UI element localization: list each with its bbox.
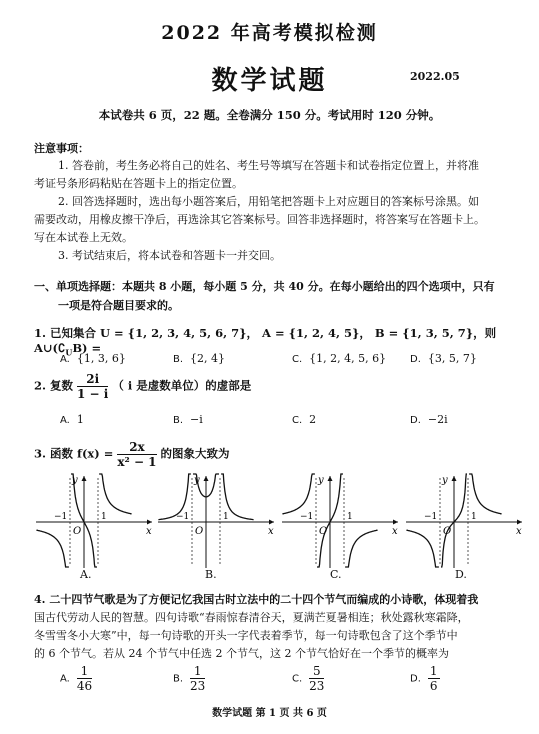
x-axis-label: x <box>268 526 274 537</box>
pos-one-tick-label: 1 <box>223 512 229 522</box>
x-axis-arrow <box>393 520 398 525</box>
option-text: 2 <box>309 413 317 426</box>
fraction-denominator: 46 <box>76 679 93 693</box>
note-3: 3. 考试结束后，将本试卷和答题卡一并交回。 <box>58 249 281 262</box>
option-fraction <box>77 664 92 693</box>
complement-subscript: U <box>65 347 73 358</box>
option-text: {1, 3, 6} <box>76 352 126 365</box>
question-4-line-3: 冬雪雪冬小大寒”中，每一句诗歌的开头一字代表着季节，每一句诗歌包含了这个季节中 <box>34 629 458 642</box>
subject-title: 数学试题 <box>211 66 328 96</box>
q4-option-c <box>292 664 324 693</box>
pos-one-tick-label: 1 <box>101 512 107 522</box>
q4-option-b <box>173 664 205 693</box>
q1-option-a <box>60 352 126 365</box>
pos-one-tick-label: 1 <box>347 512 353 522</box>
pos-one-tick-label: 1 <box>471 512 477 522</box>
origin-label: O <box>443 526 452 537</box>
exam-title: 2022 年高考模拟检测 <box>161 22 378 44</box>
option-letter: B. <box>173 354 184 365</box>
q1-option-d <box>410 352 477 365</box>
question-3-prefix: 3. 函数 f(x) = <box>34 446 114 461</box>
option-letter: B. <box>173 415 184 426</box>
x-axis-arrow <box>147 520 152 525</box>
option-text: −i <box>190 413 203 426</box>
notes-heading: 注意事项： <box>34 142 89 155</box>
option-fraction <box>190 664 205 693</box>
y-axis-label: y <box>442 475 448 486</box>
option-text: −2i <box>427 413 448 426</box>
q2-option-b <box>173 413 203 426</box>
graph-option-b <box>156 470 278 570</box>
y-axis-label: y <box>318 475 324 486</box>
function-curve <box>282 474 315 514</box>
graph-option-d <box>404 470 526 570</box>
note-1-line-2: 考证号条形码粘贴在答题卡上的指定位置。 <box>34 177 243 190</box>
y-axis-label: y <box>72 475 78 486</box>
graph-label-c: C. <box>330 568 342 581</box>
fraction-denominator: 23 <box>190 679 206 693</box>
fraction-numerator: 2i <box>77 372 108 387</box>
question-3-fraction <box>117 440 156 469</box>
page-footer: 数学试题 第 1 页 共 6 页 <box>212 708 327 719</box>
note-1-line-1: 1. 答卷前，考生务必将自己的姓名、考生号等填写在答题卡和试卷指定位置上，并将准 <box>58 159 479 172</box>
fraction-numerator: 5 <box>309 664 324 679</box>
q2-option-a <box>60 413 84 426</box>
question-4-line-2: 国古代劳动人民的智慧。四句诗歌“春雨惊春清谷天，夏满芒夏暑相连；秋处露秋寒霜降， <box>34 611 469 624</box>
option-text: {1, 2, 4, 5, 6} <box>309 352 387 365</box>
y-axis-arrow <box>82 476 87 481</box>
function-curve <box>406 530 439 567</box>
note-2-line-2: 需要改动，用橡皮擦干净后，再选涂其它答案标号。回答非选择题时，将答案写在答题卡上。 <box>34 213 485 226</box>
option-letter: D. <box>410 415 421 426</box>
option-fraction <box>309 664 324 693</box>
section-1-line-2: 一项是符合题目要求的。 <box>58 299 179 312</box>
function-curve <box>99 474 132 514</box>
neg-one-tick-label: −1 <box>54 512 68 522</box>
section-1-line-1: 一、单项选择题：本题共 8 小题，每小题 5 分，共 40 分。在每小题给出的四个选项中，只有 <box>34 280 495 293</box>
question-3-stem <box>34 440 230 469</box>
question-4-line-1: 4. 二十四节气歌是为了方便记忆我国古时立法中的二十四个节气而编成的小诗歌，体现着我 <box>34 593 479 606</box>
question-1-tail: B) = <box>72 341 102 355</box>
q2-option-c <box>292 413 316 426</box>
q2-option-d <box>410 413 448 426</box>
question-3-suffix: 的图象大致为 <box>160 446 230 461</box>
x-axis-label: x <box>146 526 152 537</box>
option-letter: D. <box>410 673 421 685</box>
neg-one-tick-label: −1 <box>424 512 438 522</box>
fraction-numerator: 2x <box>117 440 156 455</box>
graph-label-d: D. <box>455 568 467 581</box>
fraction-numerator: 1 <box>77 664 92 679</box>
neg-one-tick-label: −1 <box>176 512 190 522</box>
y-axis-arrow <box>204 476 209 481</box>
function-curve <box>36 530 69 567</box>
fraction-denominator: 6 <box>429 679 438 693</box>
note-2-line-1: 2. 回答选择题时，选出每小题答案后，用铅笔把答题卡上对应题目的答案标号涂黑。如 <box>58 195 479 208</box>
x-axis-label: x <box>392 526 398 537</box>
function-curve <box>469 474 502 514</box>
y-axis-arrow <box>328 476 333 481</box>
question-2-stem <box>34 372 251 401</box>
option-text: 1 <box>76 413 84 426</box>
question-2-prefix: 2. 复数 <box>34 378 74 393</box>
option-letter: C. <box>292 673 303 685</box>
origin-label: O <box>195 526 204 537</box>
fraction-denominator: 23 <box>309 679 325 693</box>
option-letter: D. <box>410 354 421 365</box>
graph-label-b: B. <box>205 568 217 581</box>
option-letter: B. <box>173 673 184 685</box>
question-1-text: 1. 已知集合 U = {1, 2, 3, 4, 5, 6, 7}， A = {1, 2, 4, 5}， B = {1, 3, 5, 7}，则 A∪(∁ <box>34 326 497 355</box>
option-letter: A. <box>60 673 70 685</box>
fraction-numerator: 1 <box>429 664 438 678</box>
q4-option-d <box>410 664 440 693</box>
origin-label: O <box>73 526 82 537</box>
fraction-numerator: 1 <box>190 664 205 679</box>
y-axis-arrow <box>452 476 457 481</box>
option-text: {3, 5, 7} <box>427 352 477 365</box>
origin-label: O <box>319 526 328 537</box>
x-axis-label: x <box>516 526 522 537</box>
graph-option-a <box>34 470 156 570</box>
question-4-line-4: 的 6 个节气。若从 24 个节气中任选 2 个节气，这 2 个节气恰好在一个季节的概率为 <box>34 647 449 660</box>
x-axis-arrow <box>517 520 522 525</box>
x-axis-arrow <box>269 520 274 525</box>
exam-date: 2022.05 <box>410 70 460 83</box>
q1-option-c <box>292 352 386 365</box>
q4-option-a <box>60 664 92 693</box>
function-curve <box>345 530 378 567</box>
fraction-denominator: x² − 1 <box>117 455 157 469</box>
question-2-suffix: （ i 是虚数单位）的虚部是 <box>112 378 252 393</box>
option-letter: C. <box>292 415 303 426</box>
q1-option-b <box>173 352 225 365</box>
fraction-denominator: 1 − i <box>77 387 109 401</box>
option-fraction <box>428 664 440 693</box>
y-axis-label: y <box>194 475 200 486</box>
option-letter: A. <box>60 415 70 426</box>
neg-one-tick-label: −1 <box>300 512 314 522</box>
exam-info: 本试卷共 6 页，22 题。全卷满分 150 分。考试用时 120 分钟。 <box>98 108 441 122</box>
question-2-fraction <box>77 372 108 401</box>
graph-label-a: A. <box>80 568 92 581</box>
option-letter: A. <box>60 354 70 365</box>
option-letter: C. <box>292 354 303 365</box>
note-2-line-3: 写在本试卷上无效。 <box>34 231 133 244</box>
option-text: {2, 4} <box>190 352 226 365</box>
graph-option-c <box>280 470 402 570</box>
